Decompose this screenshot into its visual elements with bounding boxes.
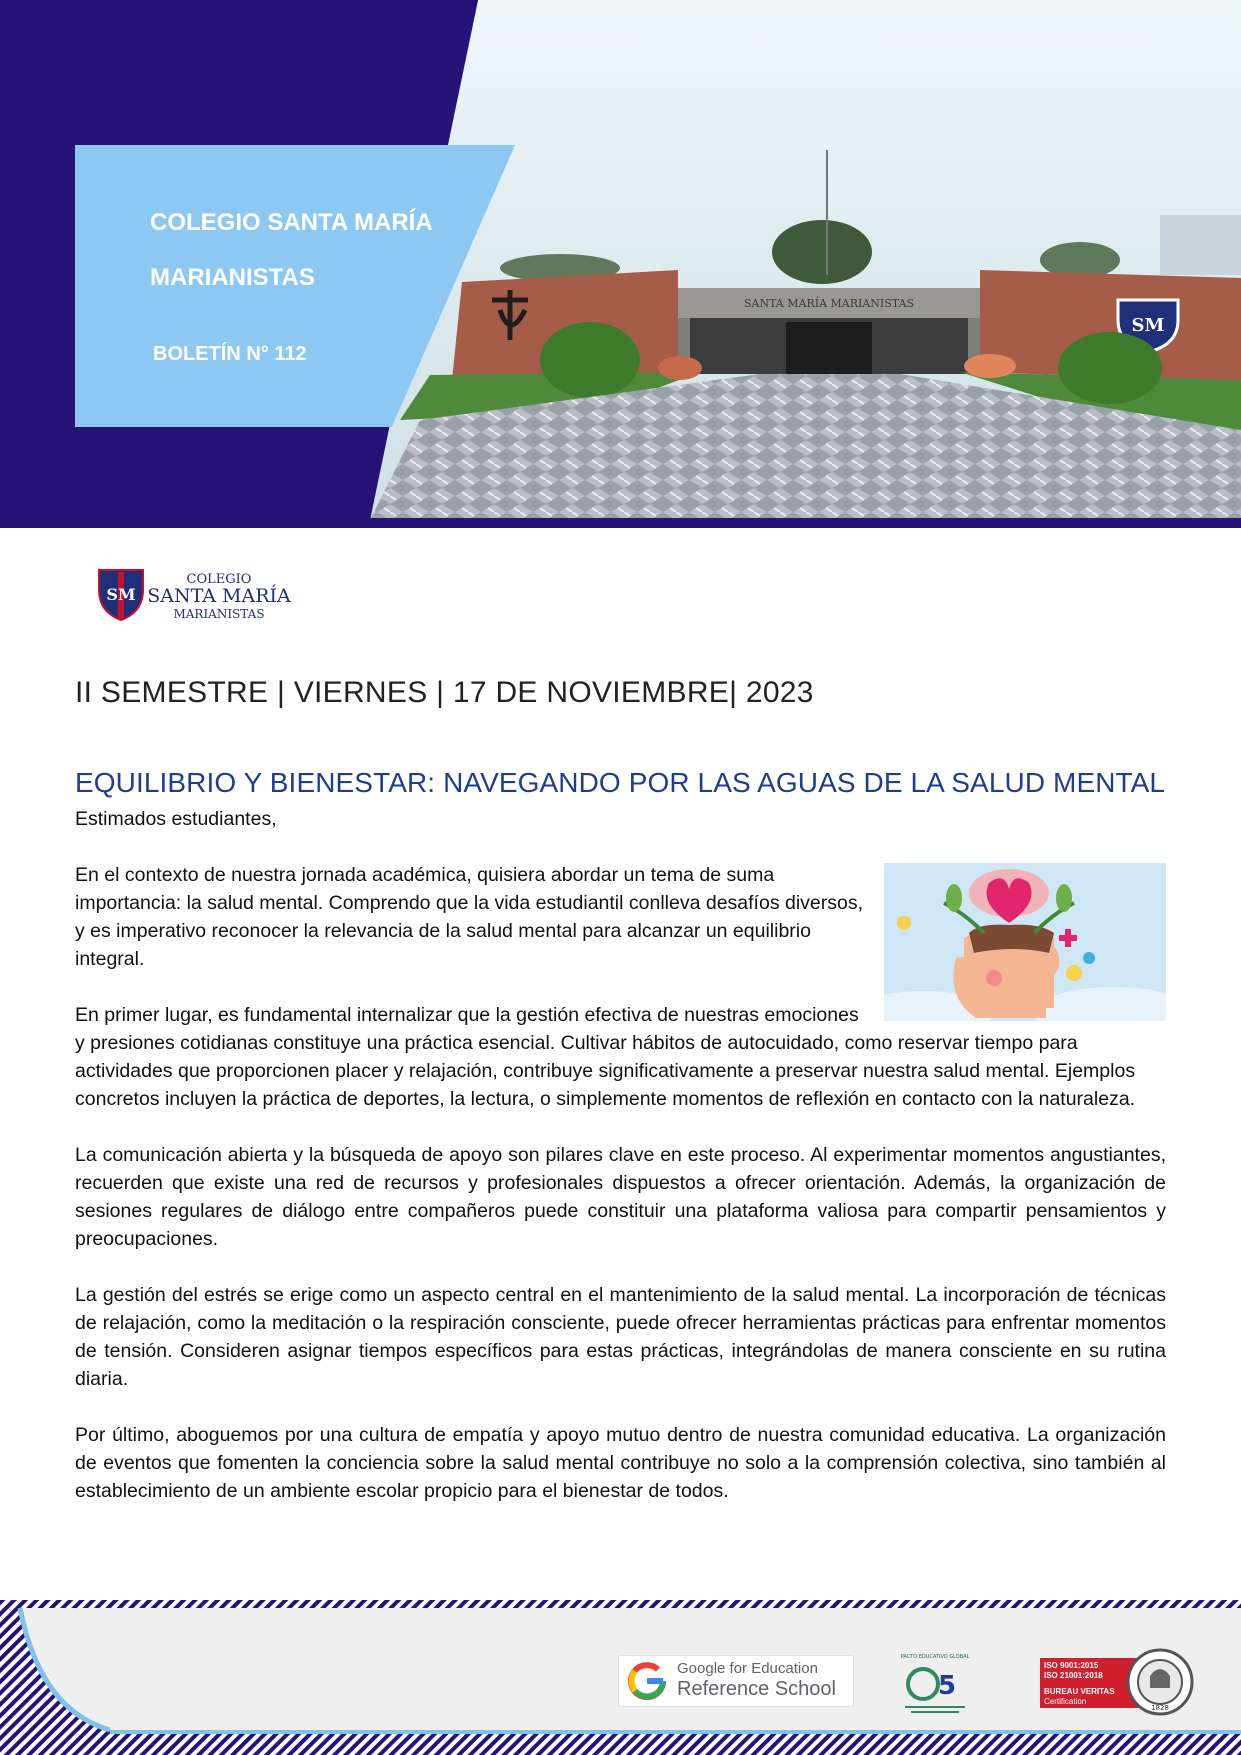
google-badge-line2: Reference School [677, 1678, 836, 1700]
school-logo [97, 566, 297, 626]
logo-line3: MARIANISTAS [173, 607, 265, 621]
google-badge-line1: Google for Education [677, 1660, 818, 1677]
svg-text:5: 5 [937, 1671, 957, 1701]
iso-9001: ISO 9001:2015 [1044, 1661, 1099, 1670]
date-line: II SEMESTRE | VIERNES | 17 DE NOVIEMBRE| 2023 [75, 676, 814, 709]
mental-health-illustration [884, 863, 1166, 1021]
paragraph-4: La gestión del estrés se erige como un aspecto central en el mantenimiento de la salud mental. La incorporación de técnicas de relajación, como la meditación o la respiración consciente, puede ofrecer herramientas prácticas para enfrentar momentos de tensión. Consideren asignar tiempos específicos para estas prácticas, integrándolas de manera consciente en su rutina diaria. [75, 1284, 1166, 1390]
building-sign-text: SANTA MARÍA MARIANISTAS [743, 297, 915, 310]
article-body [75, 805, 1166, 1533]
google-g-icon [627, 1661, 667, 1701]
paragraph-2: En primer lugar, es fundamental internalizar que la gestión efectiva de nuestras emociones y presiones cotidianas constituye una práctica esencial. Cultivar hábitos de autocuidado, como reservar tiempo para actividades que proporcionen placer y relajación, contribuye significativamente a preservar nuestra salud mental. Ejemplos concretos incluyen la práctica de deportes, la lectura, o simplemente momentos de reflexión en contacto con la naturaleza. [75, 1004, 1136, 1110]
google-for-education-badge [618, 1655, 854, 1707]
iso-21001: ISO 21001:2018 [1044, 1671, 1103, 1680]
svg-text:SM: SM [1131, 315, 1165, 336]
bv-seal-year: 1828 [1151, 1704, 1169, 1712]
paragraph-5: Por último, aboguemos por una cultura de empatía y apoyo mutuo dentro de nuestra comunidad educativa. La organización de eventos que fomenten la conciencia sobre la salud mental contribuye no solo a la comprensión colectiva, sino también al establecimiento de un ambiente escolar propicio para el bienestar de todos. [75, 1424, 1166, 1502]
logo-line2: SANTA MARÍA [147, 585, 291, 607]
logo-shield-text: SM [106, 585, 136, 604]
school-name: COLEGIO SANTA MARÍA MARIANISTAS [150, 209, 432, 291]
paragraph-3: La comunicación abierta y la búsqueda de apoyo son pilares clave en este proceso. Al experimentar momentos angustiantes, recuerden que existe una red de recursos y profesionales dispuestos a ofrecer orientación. Además, la organización de sesiones regulares de diálogo entre compañeros puede constituir una plataforma valiosa para compartir pensamientos y preocupaciones. [75, 1144, 1166, 1250]
article-title: EQUILIBRIO Y BIENESTAR: NAVEGANDO POR LAS AGUAS DE LA SALUD MENTAL [75, 767, 1166, 798]
bv-certification: Certification [1044, 1697, 1087, 1706]
logo-line1: COLEGIO [186, 572, 252, 587]
paragraph-1: En el contexto de nuestra jornada académica, quisiera abordar un tema de suma importancia: la salud mental. Comprendo que la vida estudiantil conlleva desafíos diversos, y es imperativo reconocer la relevancia de la salud mental para alcanzar un equilibrio integral. [75, 864, 864, 970]
bv-name: BUREAU VERITAS [1044, 1687, 1115, 1696]
bureau-veritas-seal-icon [1126, 1648, 1194, 1716]
greeting: Estimados estudiantes, [75, 808, 277, 830]
pacto-label: PACTO EDUCATIVO GLOBAL [900, 1654, 970, 1660]
bulletin-number: BOLETÍN N° 112 [153, 343, 307, 365]
pacto-educativo-global-logo [895, 1650, 975, 1718]
bureau-veritas-certification [1040, 1648, 1196, 1712]
